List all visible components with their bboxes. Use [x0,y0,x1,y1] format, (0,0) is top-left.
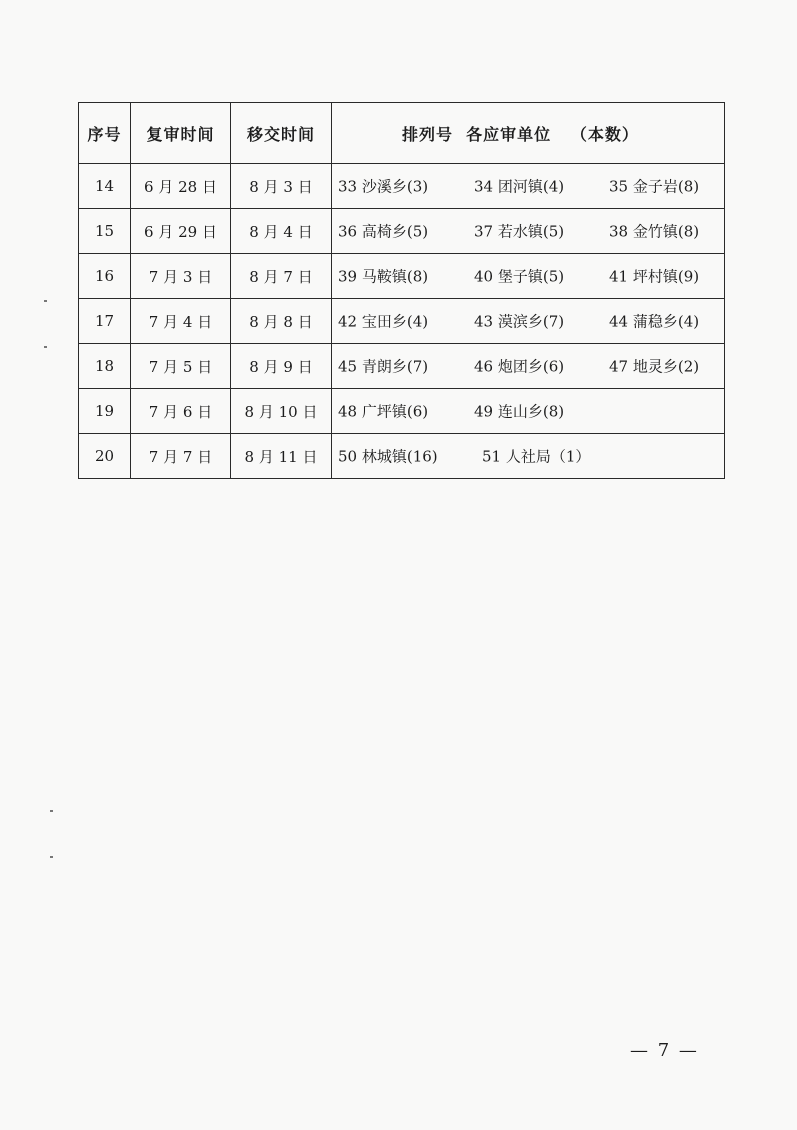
scan-speck [50,856,53,858]
unit-entry: 51 人社局（1） [482,447,591,466]
cell-review-date: 6 月 28 日 [131,164,231,209]
table-row [79,209,725,254]
unit-entry: 50 林城镇(16) [338,447,438,466]
page-number: — 7 — [630,1040,699,1061]
cell-units [332,344,725,389]
cell-transfer-date: 8 月 3 日 [231,164,332,209]
table-row [79,164,725,209]
scan-speck [50,810,53,812]
unit-entry: 40 堡子镇(5) [474,267,565,286]
unit-entry: 39 马鞍镇(8) [338,267,429,286]
cell-seq: 17 [79,299,131,344]
cell-review-date: 7 月 7 日 [131,434,231,479]
header-review-time: 复审时间 [131,103,231,164]
scan-speck [44,346,47,348]
table-row [79,389,725,434]
cell-review-date: 7 月 3 日 [131,254,231,299]
cell-transfer-date: 8 月 10 日 [231,389,332,434]
cell-transfer-date: 8 月 9 日 [231,344,332,389]
cell-transfer-date: 8 月 11 日 [231,434,332,479]
unit-entry: 43 漠滨乡(7) [474,312,565,331]
cell-seq: 14 [79,164,131,209]
cell-transfer-date: 8 月 4 日 [231,209,332,254]
unit-entry: 35 金子岩(8) [609,177,700,196]
cell-review-date: 7 月 4 日 [131,299,231,344]
table-row [79,344,725,389]
cell-review-date: 7 月 5 日 [131,344,231,389]
cell-units [332,209,725,254]
header-seq: 序号 [79,103,131,164]
table-row [79,434,725,479]
table-row [79,254,725,299]
header-units: 排列号 各应审单位 （本数） [332,103,725,164]
cell-units [332,164,725,209]
scan-speck [44,300,47,302]
cell-review-date: 7 月 6 日 [131,389,231,434]
cell-units [332,434,725,479]
cell-transfer-date: 8 月 8 日 [231,299,332,344]
unit-entry: 36 高椅乡(5) [338,222,429,241]
unit-entry: 41 坪村镇(9) [609,267,700,286]
unit-entry: 38 金竹镇(8) [609,222,700,241]
unit-entry: 44 蒲稳乡(4) [609,312,700,331]
cell-seq: 20 [79,434,131,479]
unit-entry: 37 若水镇(5) [474,222,565,241]
cell-seq: 15 [79,209,131,254]
cell-seq: 19 [79,389,131,434]
review-schedule-table [78,102,725,479]
unit-entry: 45 青朗乡(7) [338,357,429,376]
table-row [79,299,725,344]
cell-seq: 18 [79,344,131,389]
unit-entry: 48 广坪镇(6) [338,402,429,421]
cell-transfer-date: 8 月 7 日 [231,254,332,299]
cell-units [332,254,725,299]
unit-entry: 34 团河镇(4) [474,177,565,196]
cell-units [332,389,725,434]
cell-units [332,299,725,344]
unit-entry: 42 宝田乡(4) [338,312,429,331]
cell-review-date: 6 月 29 日 [131,209,231,254]
header-transfer-time: 移交时间 [231,103,332,164]
unit-entry: 47 地灵乡(2) [609,357,700,376]
unit-entry: 46 炮团乡(6) [474,357,565,376]
cell-seq: 16 [79,254,131,299]
unit-entry: 49 连山乡(8) [474,402,565,421]
unit-entry: 33 沙溪乡(3) [338,177,429,196]
table-header-row [79,103,725,164]
